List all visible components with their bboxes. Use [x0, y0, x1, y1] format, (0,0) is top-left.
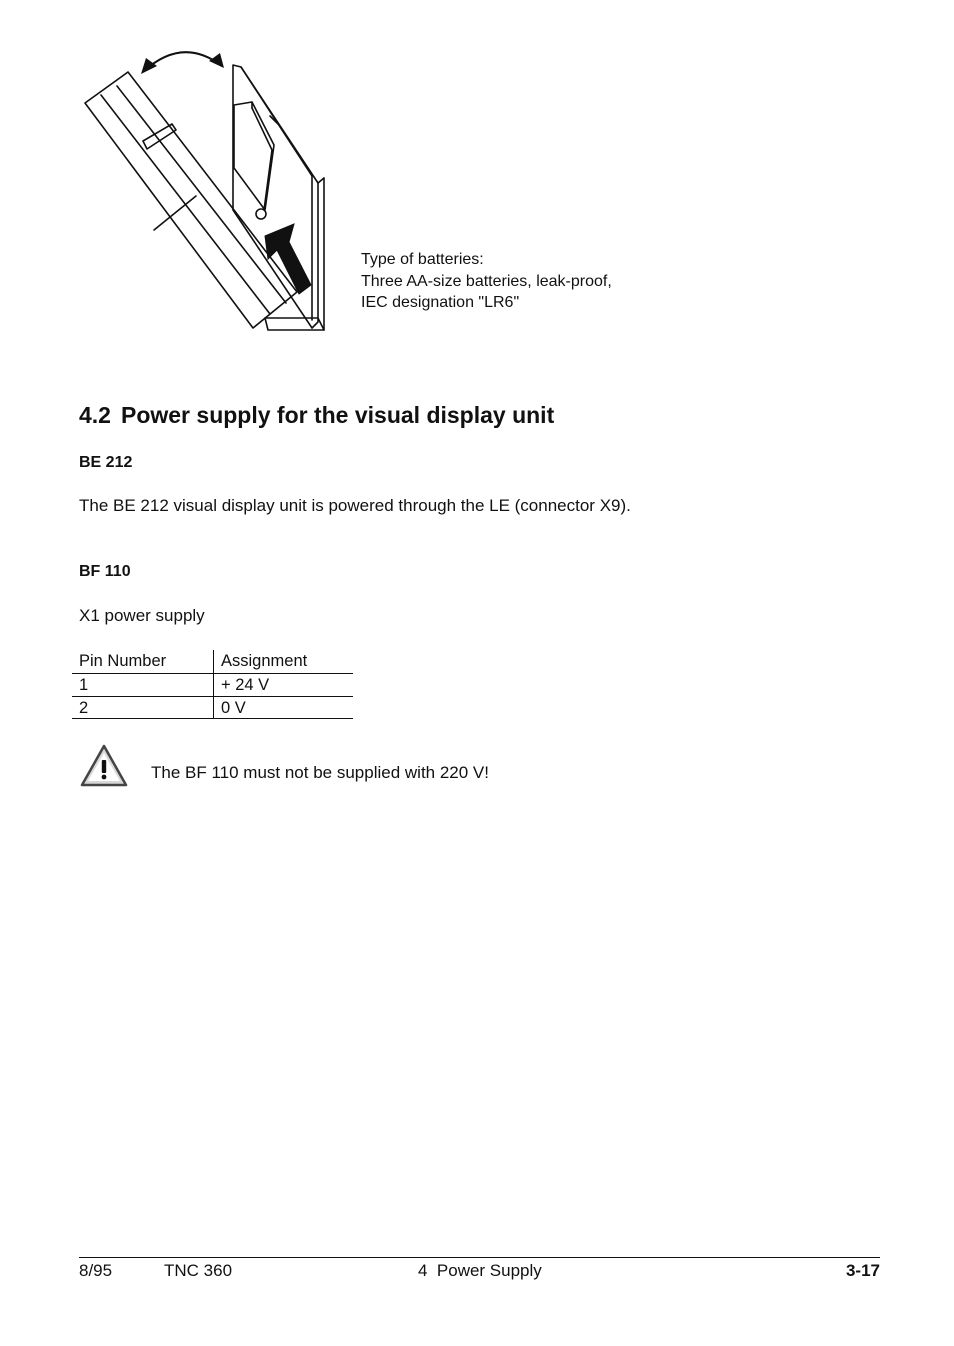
bf110-intro: X1 power supply — [79, 606, 205, 625]
table-cell: 2 — [79, 699, 89, 717]
battery-compartment-illustration — [78, 40, 340, 340]
caption-line: Type of batteries: — [361, 251, 484, 268]
section-heading — [79, 402, 554, 429]
table-header-row — [72, 650, 353, 673]
section-number: 4.2 — [79, 402, 111, 428]
be212-heading: BE 212 — [79, 454, 133, 471]
bf110-heading: BF 110 — [79, 563, 131, 580]
table-header-cell: Pin Number — [79, 652, 167, 670]
battery-caption — [361, 249, 681, 314]
table-row — [72, 696, 353, 719]
footer-product: TNC 360 — [164, 1261, 233, 1280]
be212-description: The BE 212 visual display unit is powered through the LE (connector X9). — [79, 496, 631, 515]
footer-divider — [79, 1257, 880, 1258]
caption-line: IEC designation "LR6" — [361, 294, 520, 311]
table-cell: + 24 V — [213, 674, 353, 696]
table-cell: 0 V — [213, 697, 353, 718]
table-header-cell: Assignment — [213, 650, 353, 673]
warning-text: The BF 110 must not be supplied with 220 V! — [151, 763, 489, 782]
table-cell: 1 — [79, 676, 89, 694]
warning-icon — [80, 743, 128, 787]
footer-page-number: 3-17 — [845, 1261, 880, 1280]
section-title: Power supply for the visual display unit — [120, 402, 555, 428]
footer-chapter: 4 Power Supply — [418, 1261, 542, 1280]
caption-line: Three AA-size batteries, leak-proof, — [361, 272, 612, 290]
pin-assignment-table — [72, 650, 353, 719]
footer-date: 8/95 — [79, 1261, 113, 1280]
table-row — [72, 673, 353, 696]
